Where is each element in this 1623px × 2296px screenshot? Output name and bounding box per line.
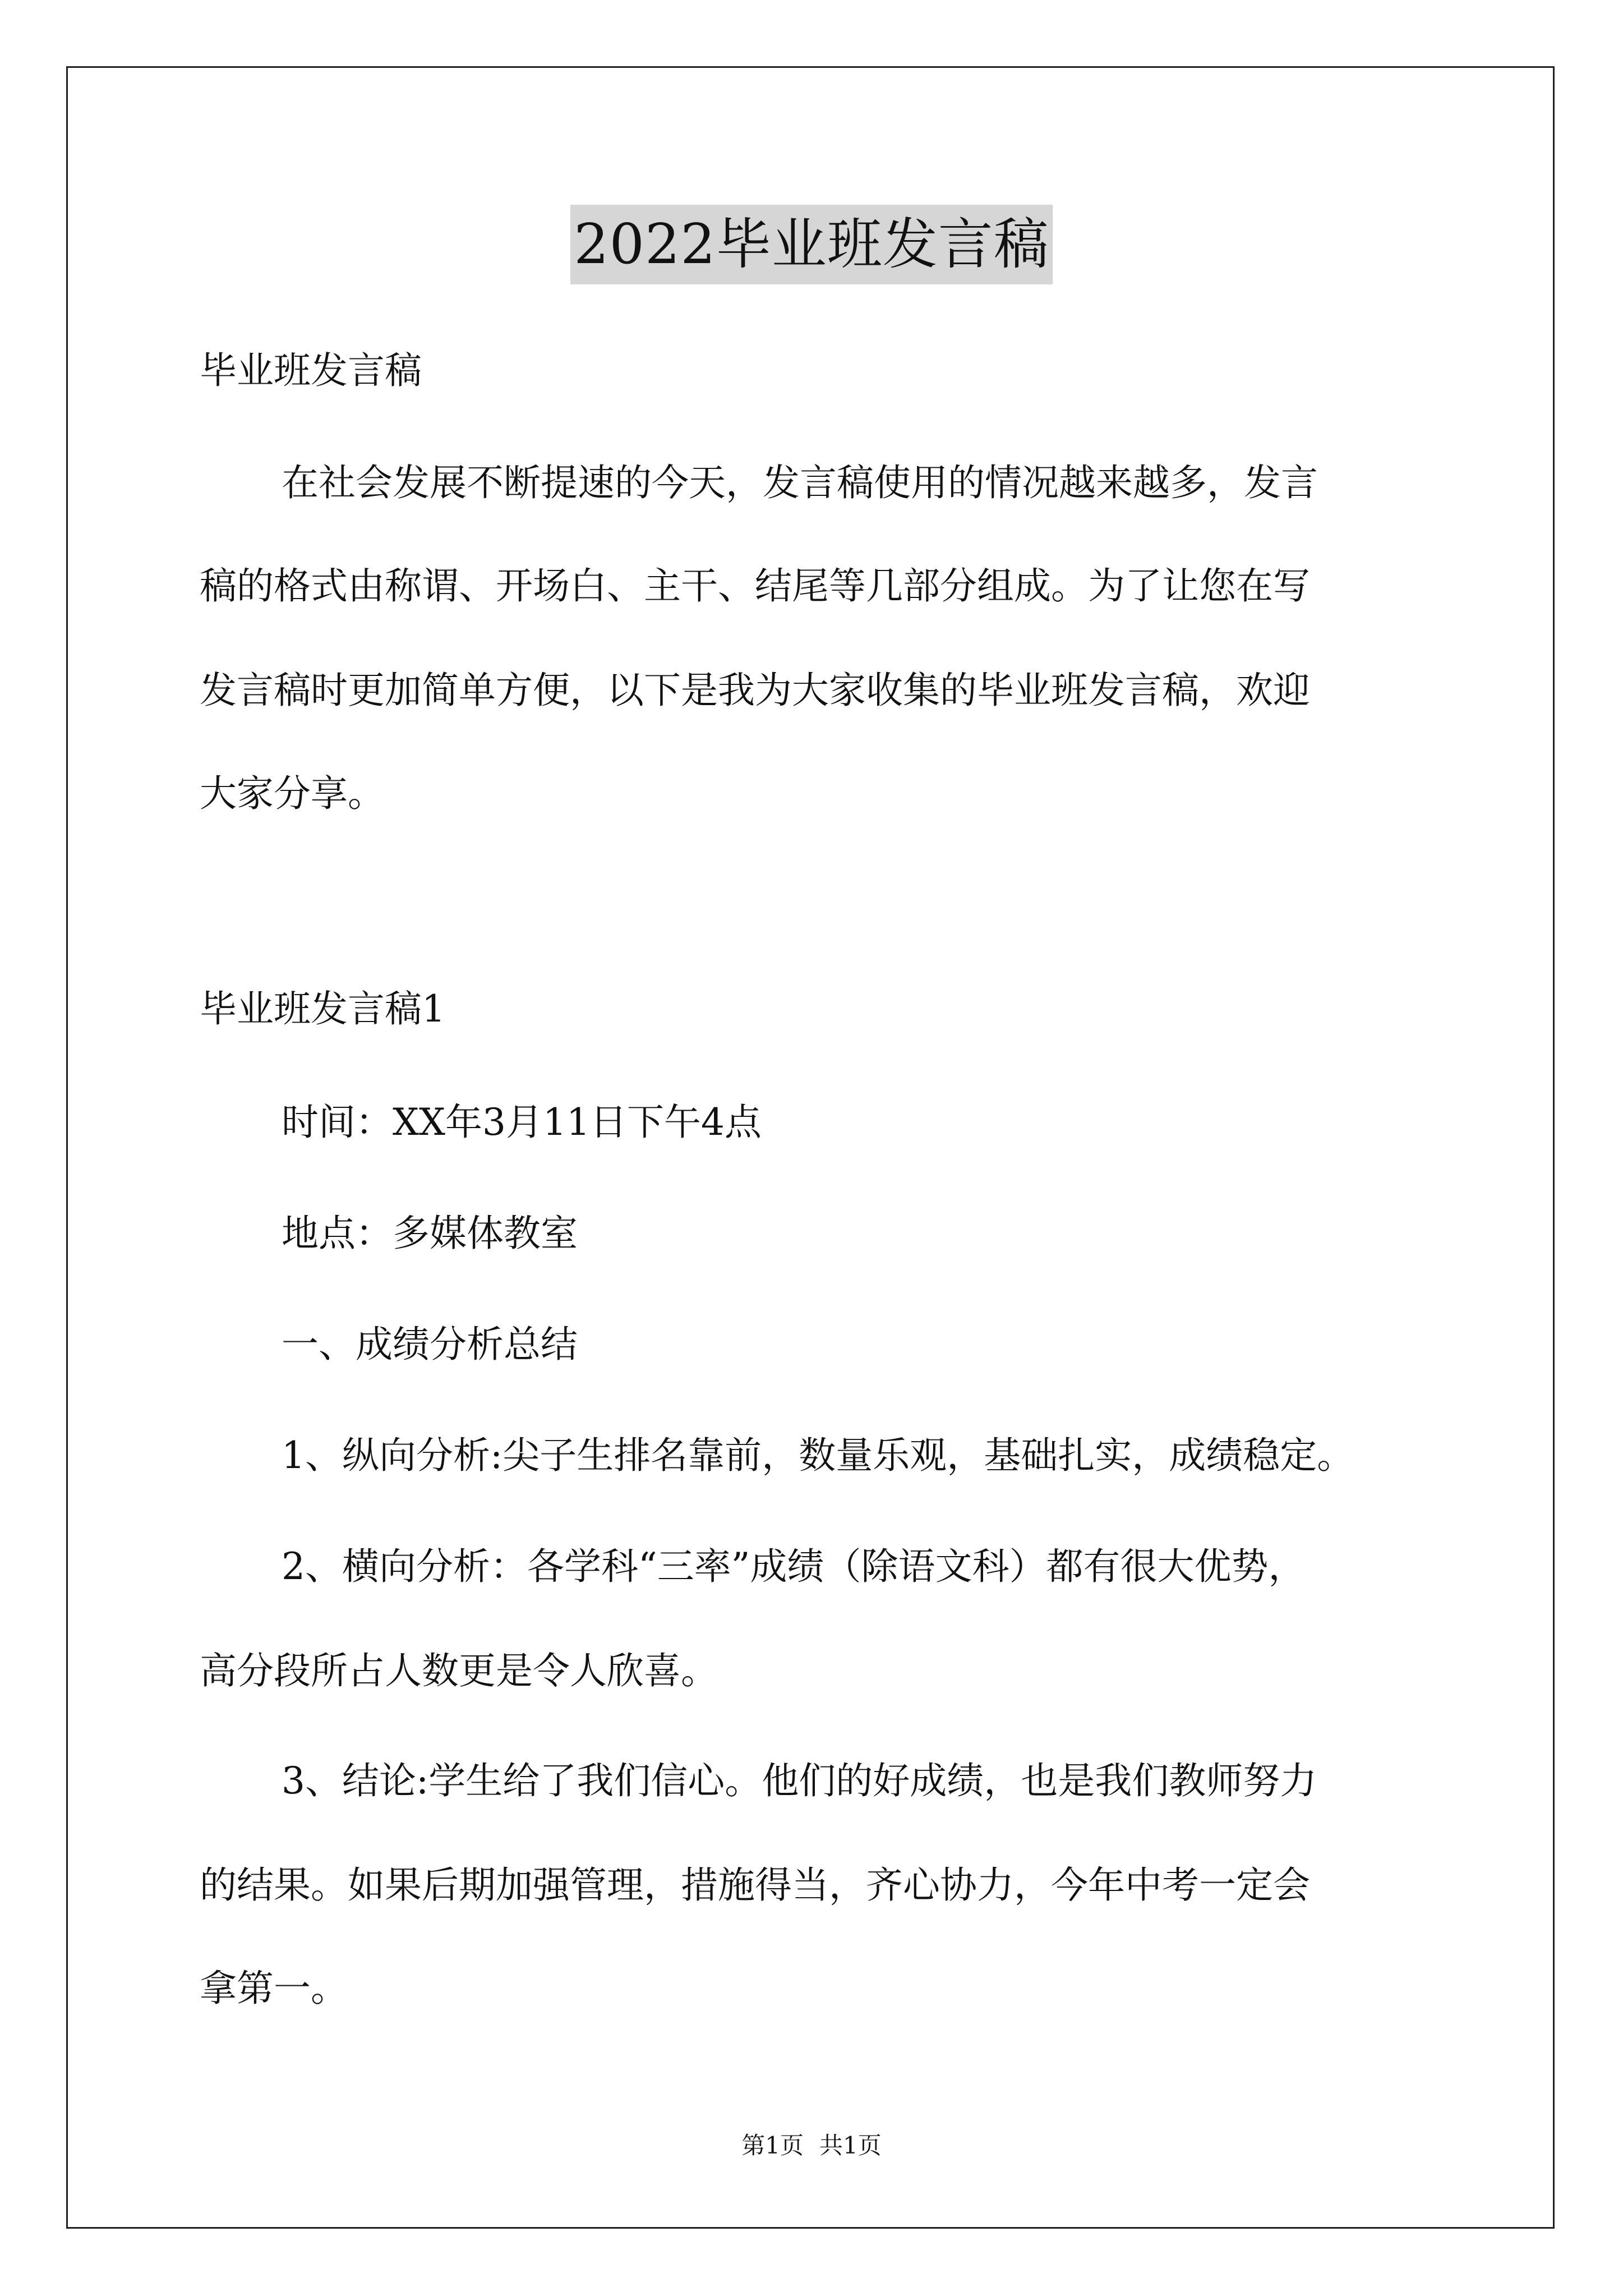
title-container [0,205,1623,284]
item1-line: 1、纵向分析:尖子生排名靠前，数量乐观，基础扎实，成绩稳定。 [282,1434,1354,1477]
subtitle: 毕业班发言稿 [200,349,422,392]
item3-line-3: 拿第一。 [200,1967,348,2010]
document-title: 2022毕业班发言稿 [570,205,1052,284]
item3-line-1: 3、结论:学生给了我们信心。他们的好成绩，也是我们教师努力 [282,1759,1317,1802]
item2-line-2: 高分段所占人数更是令人欣喜。 [200,1649,718,1692]
time-line: 时间：XX年3月11日下午4点 [282,1101,762,1144]
section-heading: 毕业班发言稿1 [200,987,445,1030]
part-one-heading: 一、成绩分析总结 [282,1323,578,1366]
intro-line-3: 发言稿时更加简单方便，以下是我为大家收集的毕业班发言稿，欢迎 [200,669,1310,712]
item3-line-2: 的结果。如果后期加强管理，措施得当，齐心协力，今年中考一定会 [200,1864,1310,1907]
place-line: 地点：多媒体教室 [282,1212,578,1255]
intro-line-1: 在社会发展不断提速的今天，发言稿使用的情况越来越多，发言 [282,461,1318,504]
intro-line-4: 大家分享。 [200,772,385,815]
page-number: 第1页 [741,2132,804,2159]
intro-line-2: 稿的格式由称谓、开场白、主干、结尾等几部分组成。为了让您在写 [200,564,1310,608]
item2-line-1: 2、横向分析：各学科“三率”成绩（除语文科）都有很大优势， [282,1545,1306,1588]
page-total: 共1页 [819,2132,882,2159]
page-footer [0,2132,1623,2160]
